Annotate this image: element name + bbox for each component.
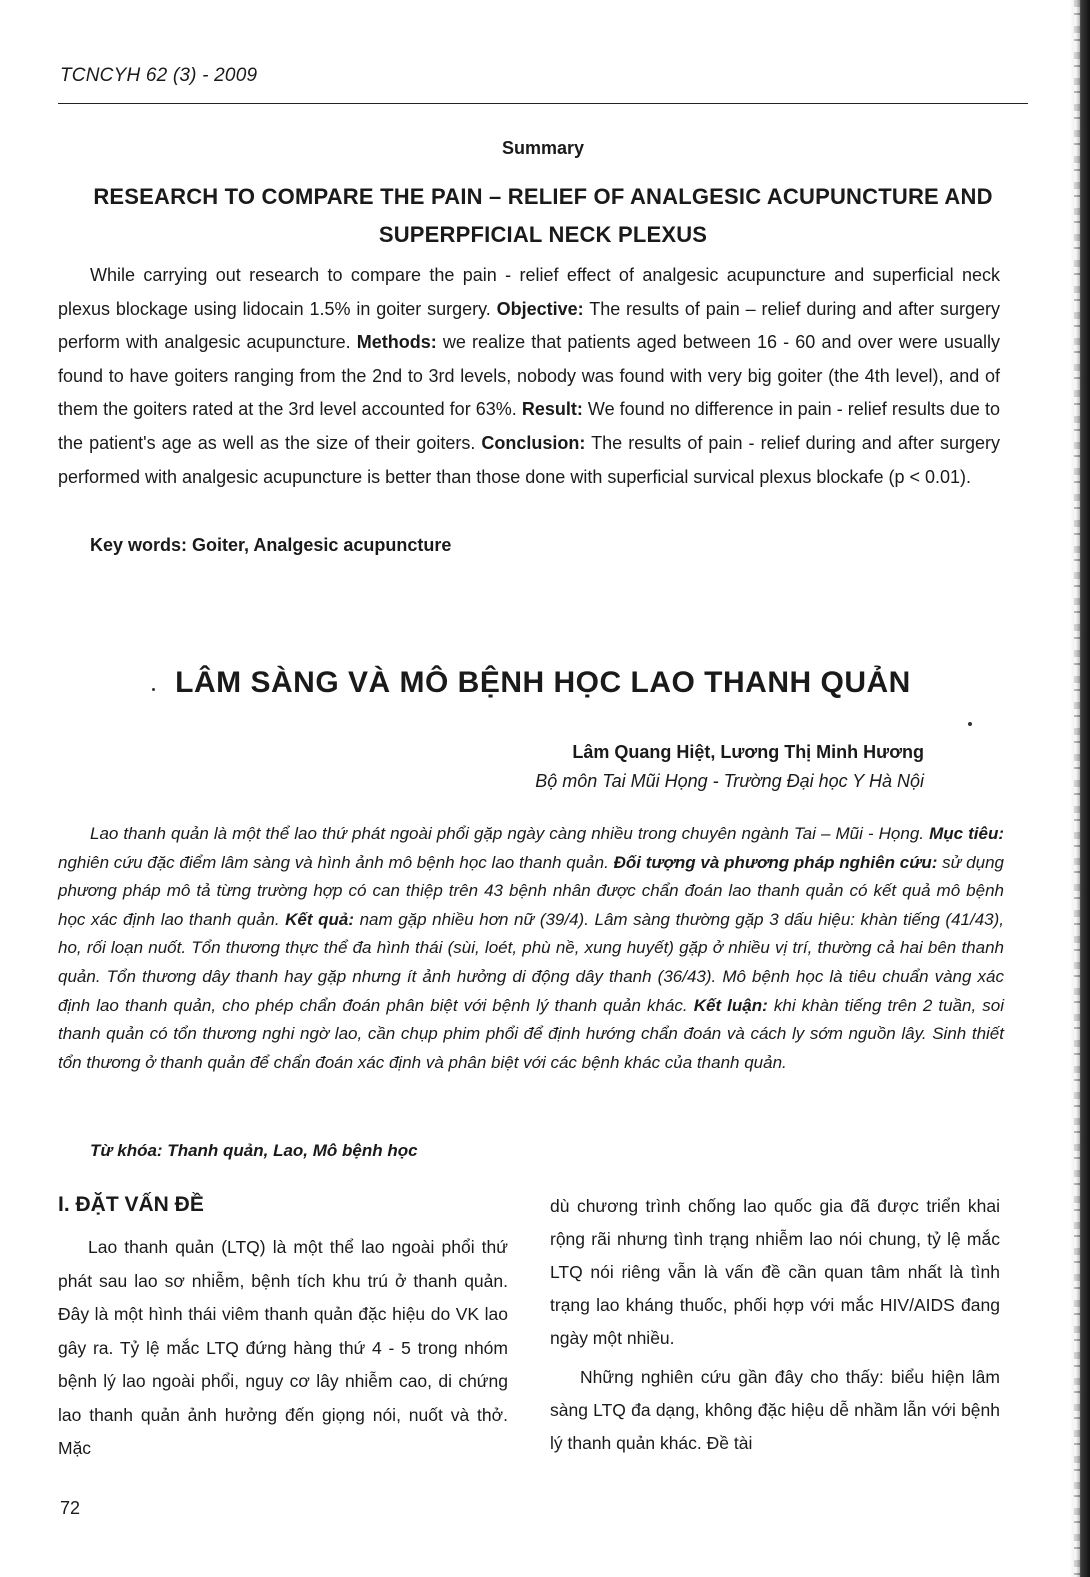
english-keywords: Key words: Goiter, Analgesic acupuncture xyxy=(90,535,452,555)
vn-aim-text: nghiên cứu đặc điểm lâm sàng và hình ảnh mô bệnh học lao thanh quản. xyxy=(58,852,609,872)
article-affiliation: Bộ môn Tai Mũi Họng - Trường Đại học Y Hà Nội xyxy=(535,771,924,791)
body-column-right xyxy=(550,1190,1000,1460)
vn-conclusion-label: Kết luận: xyxy=(693,995,768,1015)
english-abstract-intro: While carrying out research to compare the pain - relief effect of analgesic acupuncture and superficial neck plexus blockage using lidocain 1.5% in goiter surgery. xyxy=(58,265,1000,319)
result-text: We found no difference in pain - relief results due to the patient's age as well as the size of their goiters. xyxy=(58,399,1000,453)
vn-aim-label: Mục tiêu: xyxy=(929,824,1004,843)
vn-conclusion-text: khi khàn tiếng trên 2 tuần, soi thanh quản có tổn thương nghi ngờ lao, cần chụp phim phổi để định hướng chẩn đoán và cách ly sớm nguồn lây. Sinh thiết tổn thương ở thanh quản để chẩn đoán xác định và phân biệt với các bệnh khác của thanh quản. xyxy=(58,995,1005,1072)
objective-label: Objective: xyxy=(496,298,584,319)
methods-text: we realize that patients aged between 16 - 60 and over were usually found to have goiters ranging from the 2nd to 3rd levels, nobody was found with very big goiter (the 4th level), and of them the goiters rated at the 3rd level accounted for 63%. xyxy=(58,332,1000,420)
body-paragraph: dù chương trình chống lao quốc gia đã được triển khai rộng rãi nhưng tình trạng nhiễm lao nói chung, tỷ lệ mắc LTQ nói riêng vẫn là vấn đề cần quan tâm nhất là tình trạng lao kháng thuốc, phối hợp với mắc HIV/AIDS đang ngày một nhiều. xyxy=(550,1196,1000,1348)
article-title: LÂM SÀNG VÀ MÔ BỆNH HỌC LAO THANH QUẢN xyxy=(175,666,911,699)
conclusion-text: The results of pain - relief during and after surgery performed with analgesic acupuncture is better than those done with superficial survical plexus blockafe (p < 0.01). xyxy=(58,432,1000,487)
summary-label: Summary xyxy=(501,138,585,158)
header-rule xyxy=(58,103,1028,104)
section-heading-introduction: I. ĐẶT VẤN ĐỀ xyxy=(58,1193,204,1216)
vn-results-text: nam gặp nhiều hơn nữ (39/4). Lâm sàng thường gặp 3 dấu hiệu: khàn tiếng (41/43), ho, rối loạn nuốt. Tổn thương thực thể đa hình thái (sùi, loét, phù nề, xung huyết) gặp ở nhiều vị trí, thường cả hai bên thanh quản. Tổn thương dây thanh hay gặp nhưng ít ảnh hưởng di động dây thanh (36/43). Mô bệnh học là tiêu chuẩn vàng xác định lao thanh quản, cho phép chẩn đoán phân biệt với bệnh lý thanh quản khác. xyxy=(58,909,1004,1015)
english-abstract xyxy=(58,259,1000,494)
scan-speck xyxy=(152,688,155,691)
vn-methods-text: sử dụng phương pháp mô tả từng trường hợp có can thiệp trên 43 bệnh nhân được chẩn đoán lao thanh quản có kết quả mô bệnh học xác định lao thanh quản. xyxy=(58,852,1004,929)
journal-reference: TCNCYH 62 (3) - 2009 xyxy=(60,65,258,86)
scan-speck xyxy=(968,722,972,726)
scan-binding-edge xyxy=(1070,0,1090,1577)
english-title: RESEARCH TO COMPARE THE PAIN – RELIEF OF ANALGESIC ACUPUNCTURE AND SUPERPFICIAL NECK PLEXUS xyxy=(93,184,993,247)
objective-text: The results of pain – relief during and after surgery perform with analgesic acupuncture. xyxy=(58,298,1000,353)
vn-results-label: Kết quả: xyxy=(285,909,354,929)
body-paragraph: Lao thanh quản (LTQ) là một thể lao ngoài phổi thứ phát sau lao sơ nhiễm, bệnh tích khu trú ở thanh quản. Đây là một hình thái viêm thanh quản đặc hiệu do VK lao gây ra. Tỷ lệ mắc LTQ đứng hàng thứ 4 - 5 trong nhóm bệnh lý lao ngoài phổi, nguy cơ lây nhiễm cao, di chứng lao thanh quản ảnh hưởng đến giọng nói, nuốt và thở. Mặc xyxy=(58,1237,508,1458)
conclusion-label: Conclusion: xyxy=(481,432,586,453)
methods-label: Methods: xyxy=(356,332,437,353)
vn-abstract-intro: Lao thanh quản là một thể lao thứ phát ngoài phổi gặp ngày càng nhiều trong chuyên ngành Tai – Mũi - Họng. xyxy=(90,824,924,843)
vn-methods-label: Đối tượng và phương pháp nghiên cứu: xyxy=(613,852,938,872)
article-authors: Lâm Quang Hiệt, Lương Thị Minh Hương xyxy=(572,742,924,762)
result-label: Result: xyxy=(521,399,583,420)
vietnamese-keywords: Từ khóa: Thanh quản, Lao, Mô bệnh học xyxy=(90,1141,418,1160)
vietnamese-abstract xyxy=(58,820,1004,1077)
page-number: 72 xyxy=(60,1498,81,1518)
body-paragraph: Những nghiên cứu gần đây cho thấy: biểu hiện lâm sàng LTQ đa dạng, không đặc hiệu dễ nhầm lẫn với bệnh lý thanh quản khác. Đề tài xyxy=(550,1367,1000,1453)
body-column-left xyxy=(58,1231,508,1466)
